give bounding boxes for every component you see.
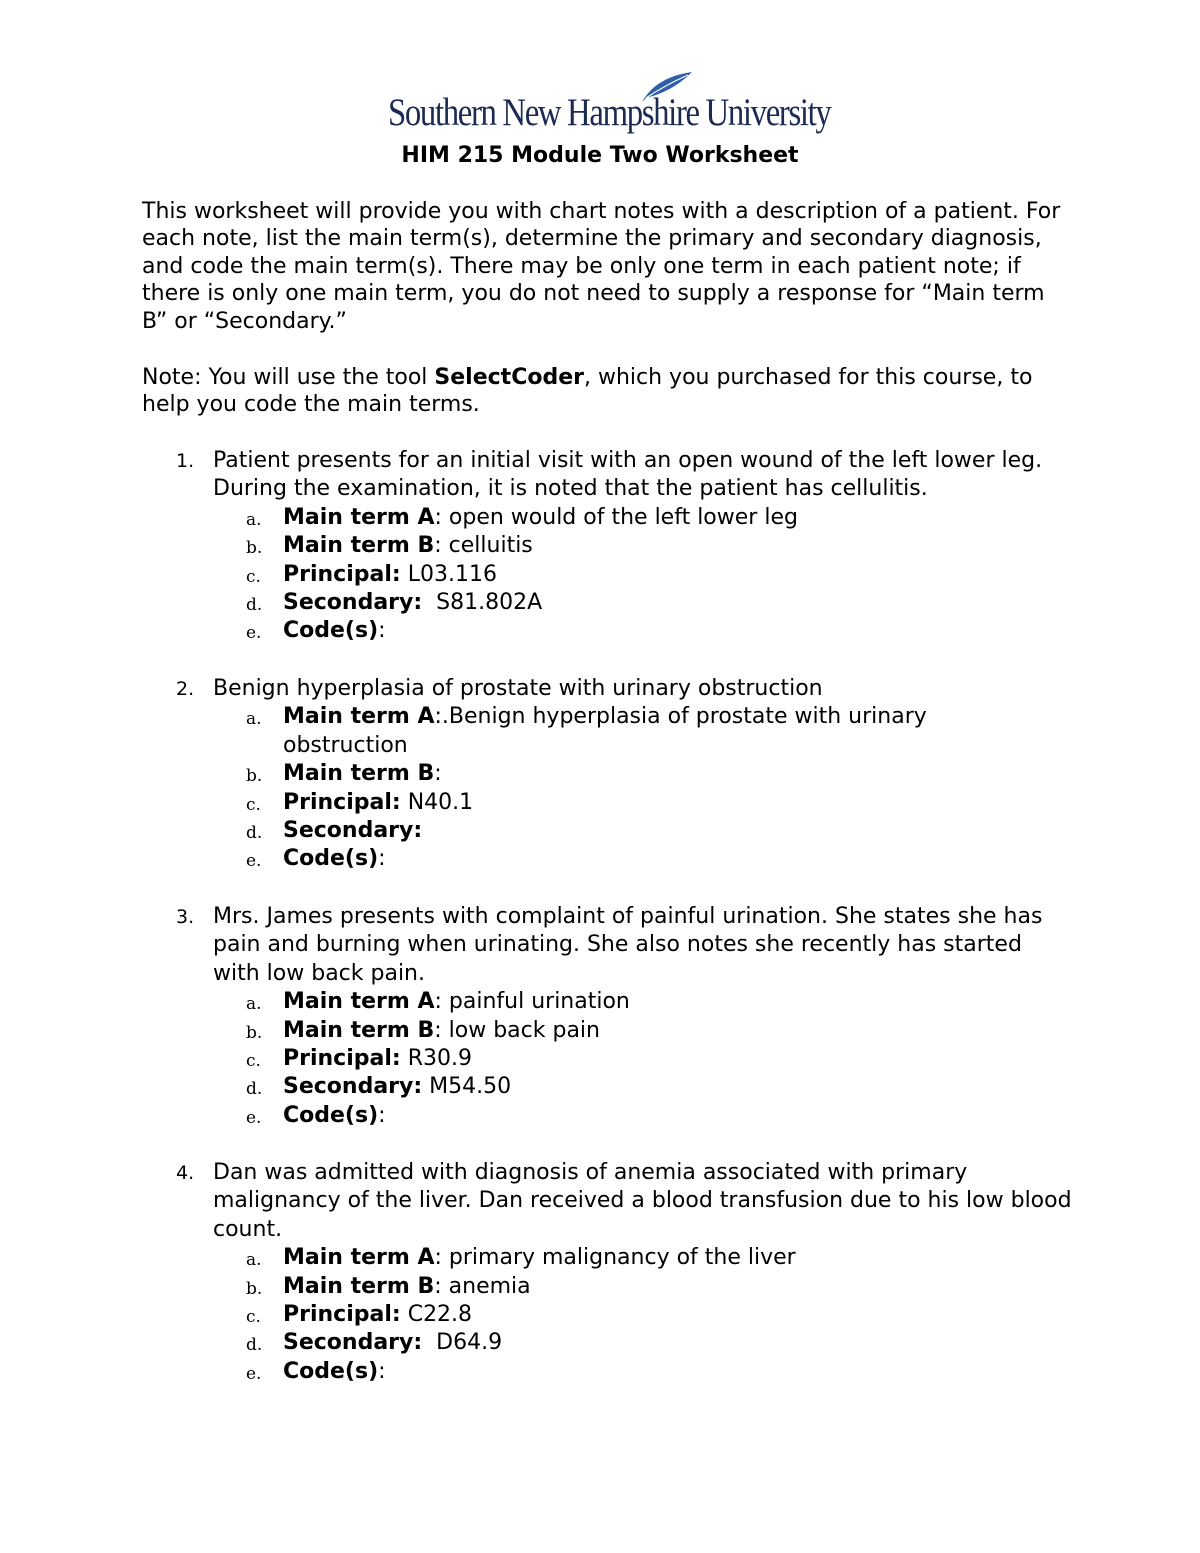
list-item <box>246 1273 1003 1301</box>
item-separator: : <box>434 1017 449 1043</box>
item-letter: a. <box>246 509 262 530</box>
item-value: N40.1 <box>407 789 474 815</box>
list-item <box>246 504 1003 532</box>
item-value: D64.9 <box>436 1330 503 1356</box>
item-label: Main term A <box>283 504 435 530</box>
item-separator: : <box>434 989 449 1015</box>
item-label: Secondary: <box>283 590 423 616</box>
question-text: Mrs. James presents with complaint of painful urination. She states she has pain and burning when urinating. She also notes she recently has started with low back pain. <box>213 904 1043 986</box>
item-value: C22.8 <box>407 1302 473 1328</box>
logo-wordmark: Southern New Hampshire University <box>388 91 831 134</box>
list-item <box>246 703 1003 760</box>
item-letter: b. <box>246 766 263 787</box>
page-title: HIM 215 Module Two Worksheet <box>401 143 799 168</box>
list-item <box>246 760 1003 788</box>
list-item <box>246 988 1003 1016</box>
question-text: Benign hyperplasia of prostate with urinary obstruction <box>213 676 823 701</box>
note-prefix: Note: You will use the tool <box>142 365 435 390</box>
item-separator <box>401 562 408 587</box>
question-2 <box>142 675 1072 874</box>
item-value: primary malignancy of the liver <box>448 1245 796 1271</box>
item-letter: e. <box>246 623 262 644</box>
note-paragraph <box>142 364 1062 419</box>
item-letter: e. <box>246 1107 262 1128</box>
item-value: painful urination <box>448 989 630 1015</box>
item-label: Principal: <box>283 1046 401 1072</box>
item-label: Main term A <box>283 989 435 1015</box>
list-item <box>246 1301 1003 1329</box>
intro-paragraph: This worksheet will provide you with chart notes with a description of a patient. For each note, list the main term(s), determine the primary and secondary diagnosis, and code the main term(s). There may be only one term in each patient note; if there is only one main term, you do not need to supply a response for “Main term B” or “Secondary.” <box>142 199 1061 334</box>
item-letter: c. <box>246 566 261 587</box>
item-letter: a. <box>246 994 262 1015</box>
item-letter: e. <box>246 1363 262 1384</box>
list-item <box>246 1244 1003 1272</box>
item-separator <box>401 1302 408 1327</box>
item-letter: d. <box>246 1335 263 1356</box>
list-item <box>246 1045 1003 1073</box>
list-item <box>246 532 1003 560</box>
item-letter: b. <box>246 1278 263 1299</box>
item-separator: : <box>378 846 386 872</box>
question-3 <box>142 903 1072 1130</box>
item-value: open would of the left lower leg <box>448 504 798 530</box>
question-1 <box>142 447 1072 646</box>
item-separator: : <box>434 761 442 787</box>
item-label: Main term B <box>283 1273 435 1299</box>
leaf-icon <box>636 70 696 104</box>
item-value: S81.802A <box>436 590 543 616</box>
item-label: Principal: <box>283 789 401 815</box>
item-label: Code(s) <box>283 1358 379 1384</box>
item-value: R30.9 <box>407 1046 472 1072</box>
item-letter: d. <box>246 1079 263 1100</box>
question-number: 4. <box>176 1162 195 1184</box>
item-separator: :. <box>434 704 449 730</box>
item-label: Main term A <box>283 704 435 730</box>
list-item <box>246 845 1003 873</box>
item-label: Principal: <box>283 1302 401 1328</box>
item-label: Main term B <box>283 533 435 559</box>
item-letter: b. <box>246 1022 263 1043</box>
item-letter: d. <box>246 823 263 844</box>
list-item <box>246 589 1003 617</box>
item-letter: c. <box>246 1051 261 1072</box>
list-item <box>246 561 1003 589</box>
item-label: Main term A <box>283 1245 435 1271</box>
question-text: Dan was admitted with diagnosis of anemia associated with primary malignancy of the liver. Dan received a blood transfusion due to his low blood count. <box>213 1160 1072 1242</box>
item-letter: e. <box>246 851 262 872</box>
list-item <box>246 1073 1003 1101</box>
item-label: Code(s) <box>283 1102 379 1128</box>
item-label: Secondary: <box>283 818 423 844</box>
item-letter: c. <box>246 1307 261 1328</box>
list-item <box>246 817 1003 845</box>
item-separator <box>422 590 436 615</box>
item-value: low back pain <box>448 1017 600 1043</box>
item-value: celluitis <box>448 533 533 559</box>
item-separator: : <box>378 1358 386 1384</box>
list-item <box>246 1329 1003 1357</box>
question-number: 3. <box>176 906 195 928</box>
item-value: M54.50 <box>429 1074 512 1100</box>
note-suffix: , which you purchased for this course, to help you code the main terms. <box>142 365 1033 418</box>
item-separator: : <box>378 1102 386 1128</box>
list-item <box>246 617 1003 645</box>
list-item <box>246 1358 1003 1386</box>
item-label: Code(s) <box>283 618 379 644</box>
item-letter: a. <box>246 1250 262 1271</box>
item-label: Main term B <box>283 761 435 787</box>
item-label: Secondary: <box>283 1330 423 1356</box>
item-separator: : <box>434 1245 449 1271</box>
question-number: 1. <box>176 450 195 472</box>
item-label: Principal: <box>283 561 401 587</box>
item-letter: d. <box>246 595 263 616</box>
item-separator <box>401 790 408 815</box>
item-separator <box>422 1330 436 1355</box>
item-label: Main term B <box>283 1017 435 1043</box>
item-separator: : <box>434 504 449 530</box>
item-value: L03.116 <box>407 561 497 587</box>
item-separator: : <box>378 618 386 644</box>
item-label: Secondary: <box>283 1074 423 1100</box>
question-number: 2. <box>176 678 195 700</box>
list-item <box>246 1102 1003 1130</box>
list-item <box>246 789 1003 817</box>
item-letter: b. <box>246 538 263 559</box>
item-letter: a. <box>246 709 262 730</box>
item-value: anemia <box>448 1273 531 1299</box>
list-item <box>246 1017 1003 1045</box>
item-letter: c. <box>246 794 261 815</box>
question-text: Patient presents for an initial visit with an open wound of the left lower leg. During the examination, it is noted that the patient has cellulitis. <box>213 448 1043 502</box>
question-4 <box>142 1159 1072 1386</box>
item-separator: : <box>434 533 449 559</box>
item-value: Benign hyperplasia of prostate with urinary obstruction <box>283 704 927 758</box>
tool-name: SelectCoder <box>434 365 584 390</box>
item-separator: : <box>434 1273 449 1299</box>
university-logo <box>388 68 831 138</box>
item-label: Code(s) <box>283 846 379 872</box>
item-separator <box>401 1046 408 1071</box>
